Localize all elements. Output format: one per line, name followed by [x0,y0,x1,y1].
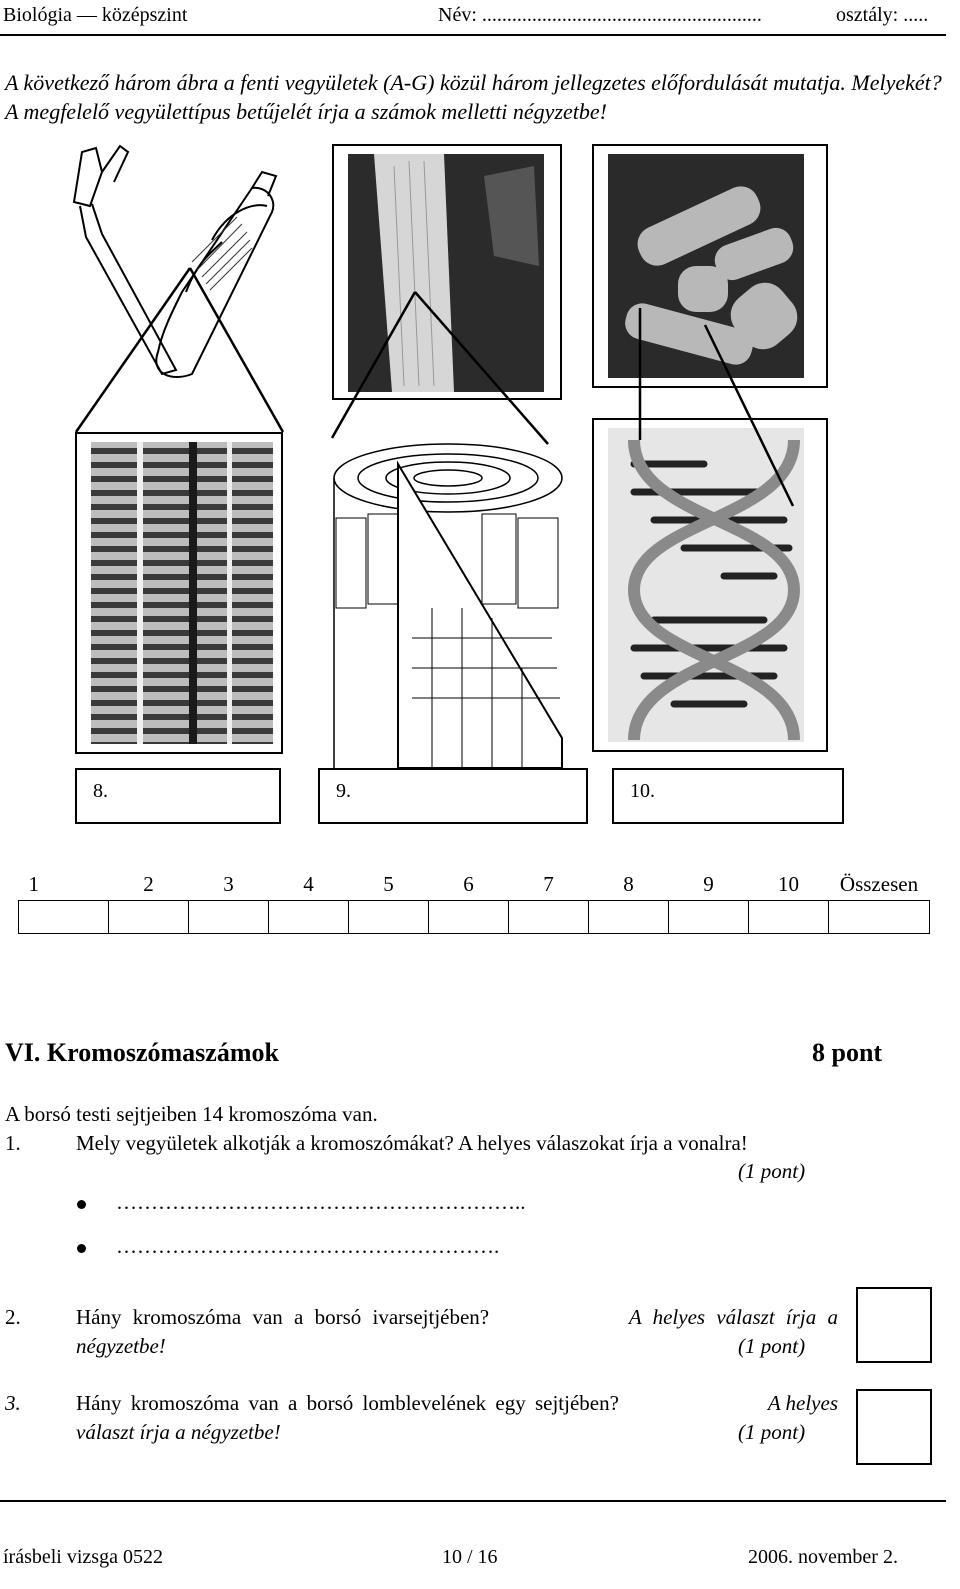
q2-instruction: A helyes választ írja a [628,1305,838,1329]
score-cell[interactable] [429,901,509,934]
task-instruction: A következő három ábra a fenti vegyületek (A-G) közül három jellegzetes előfordulását mutatja. Melyekét? A megfelelő vegyülettípus betűjelét írja a számok melletti négyzetbe! [5,70,942,124]
score-cell[interactable] [749,901,829,934]
section-intro: A borsó testi sejtjeiben 14 kromoszóma van. [5,1102,378,1126]
q3-line [76,1391,838,1416]
q3-instruction: A helyes [767,1391,838,1415]
score-cell[interactable] [189,901,269,934]
score-cell[interactable] [19,901,109,934]
section-points: 8 pont [812,1038,883,1067]
footer-page-number: 10 / 16 [442,1546,498,1568]
answer-box-8[interactable]: 8. [75,768,281,824]
score-header-10: 10 [778,871,799,896]
score-header-2: 2 [143,871,154,896]
score-cell[interactable] [269,901,349,934]
score-table-header-row [19,868,930,901]
score-cell[interactable] [349,901,429,934]
score-table-input-row [19,901,930,934]
header-name-field: Név: ........................................................ [438,4,762,26]
score-cell[interactable] [509,901,589,934]
score-header-3: 3 [223,871,234,896]
q3-text: Hány kromoszóma van a borsó lomblevelének egy sejtjében? [76,1391,619,1415]
q3-points: (1 pont) [738,1420,806,1444]
q2-number: 2. [5,1305,21,1329]
score-table [18,868,930,934]
score-header-4: 4 [303,871,314,896]
q2-answer-square[interactable] [856,1287,932,1363]
bullet-icon [77,1200,86,1209]
q3-answer-square[interactable] [856,1389,932,1465]
q2-points: (1 pont) [738,1334,806,1358]
q2-text: Hány kromoszóma van a borsó ivarsejtjében? [76,1305,490,1329]
q2-instruction-cont: négyzetbe! [76,1334,166,1358]
score-cell-total[interactable] [829,901,930,934]
score-header-6: 6 [463,871,474,896]
score-cell[interactable] [589,901,669,934]
score-header-7: 7 [543,871,554,896]
score-header-5: 5 [383,871,394,896]
answer-box-10[interactable]: 10. [612,768,844,824]
score-header-1: 1 [28,871,39,896]
q3-instruction-cont: választ írja a négyzetbe! [76,1420,281,1444]
q3-number: 3. [5,1391,21,1415]
footer-date: 2006. november 2. [748,1546,898,1568]
q1-text: Mely vegyületek alkotják a kromoszómákat? A helyes válaszokat írja a vonalra! [76,1131,748,1155]
q1-answer-line-2[interactable]: ………………………………………………. [116,1234,500,1258]
footer-exam-code: írásbeli vizsga 0522 [3,1546,163,1568]
score-header-8: 8 [623,871,634,896]
q1-number: 1. [5,1131,21,1155]
q1-answer-line-1[interactable]: ………………………………………………….. [116,1190,526,1214]
score-cell[interactable] [669,901,749,934]
bullet-icon [77,1244,86,1253]
section-title: VI. Kromoszómaszámok [5,1038,279,1067]
header-subject: Biológia — középszint [3,4,188,26]
header-class-field: osztály: ..... [836,4,929,26]
score-cell[interactable] [109,901,189,934]
answer-box-9[interactable]: 9. [318,768,588,824]
score-header-total: Összesen [839,871,919,896]
footer-rule [0,1500,946,1502]
q2-line [76,1305,838,1330]
q1-points: (1 pont) [738,1159,806,1183]
score-header-9: 9 [703,871,714,896]
